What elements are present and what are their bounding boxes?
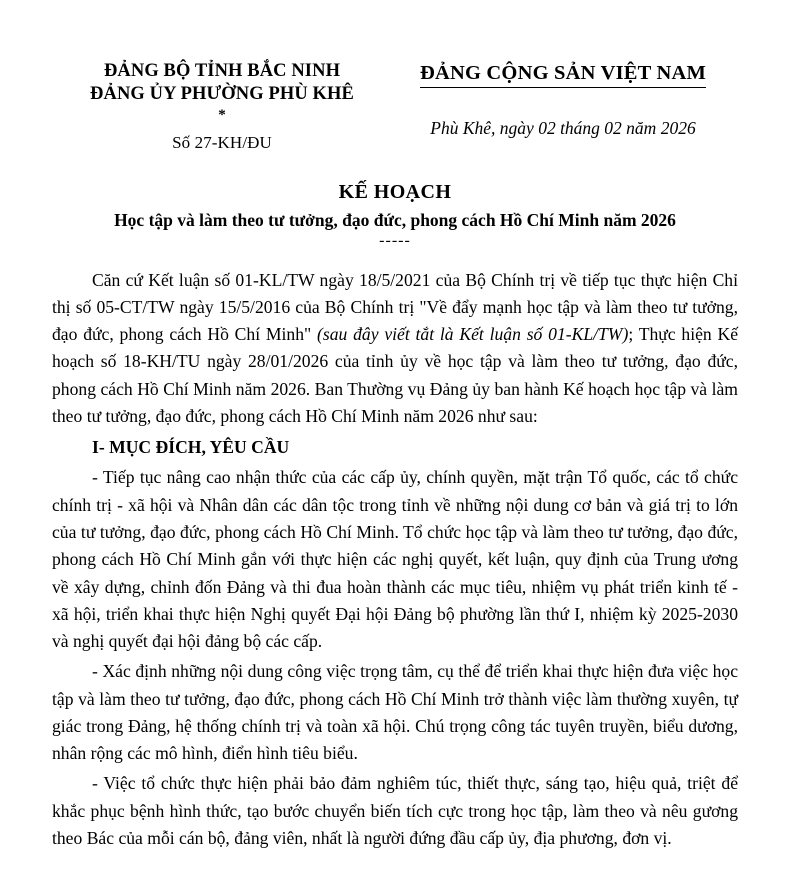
document-header (52, 60, 738, 153)
section-heading-1: I- MỤC ĐÍCH, YÊU CẦU (92, 437, 290, 458)
intro-text-italic: (sau đây viết tắt là Kết luận số 01-KL/TW) (317, 324, 629, 345)
section1-bullet-3: - Việc tổ chức thực hiện phải bảo đảm nghiêm túc, thiết thực, sáng tạo, hiệu quả, triệt để khắc phục bệnh hình thức, tạo bước chuyển biến tích cực trong học tập, làm theo và nêu gương theo Bác của mỗi cán bộ, đảng viên, nhất là người đứng đầu cấp ủy, địa phương, đơn vị. (52, 773, 738, 848)
section1-bullet-2: - Xác định những nội dung công việc trọng tâm, cụ thể để triển khai thực hiện đưa việc học tập và làm theo tư tưởng, đạo đức, phong cách Hồ Chí Minh trở thành việc làm thường xuyên, tự giác trong Đảng, hệ thống chính trị và toàn xã hội. Chú trọng công tác tuyên truyền, biểu dương, nhân rộng các mô hình, điển hình tiêu biểu. (52, 661, 738, 764)
title-block (52, 181, 738, 249)
intro-paragraph (52, 267, 738, 431)
party-name: ĐẢNG CỘNG SẢN VIỆT NAM (420, 62, 706, 88)
intro-text-part2: ; Thực hiện Kế hoạch số 18-KH/TU ngày 28/01/2026 của tỉnh ủy về học tập và làm theo tư tưởng, đạo đức, phong cách Hồ Chí Minh năm 2026. Ban Thường vụ Đảng ủy ban hành Kế hoạch học tập và làm theo tư tưởng, đạo đức, phong cách Hồ Chí Minh năm 2026 như sau: (52, 324, 739, 426)
issuing-authority-block (52, 60, 382, 153)
document-subtitle: Học tập và làm theo tư tưởng, đạo đức, phong cách Hồ Chí Minh năm 2026 (114, 209, 676, 230)
document-body (52, 267, 738, 853)
national-heading-block (388, 60, 738, 139)
place-and-date: Phù Khê, ngày 02 tháng 02 năm 2026 (430, 118, 696, 138)
document-title: KẾ HOẠCH (338, 180, 452, 203)
section1-bullet-1: - Tiếp tục nâng cao nhận thức của các cấp ủy, chính quyền, mặt trận Tổ quốc, các tổ chức chính trị - xã hội và Nhân dân các dân tộc trong tỉnh về những nội dung cơ bản và giá trị to lớn của tư tưởng, đạo đức, phong cách Hồ Chí Minh. Tổ chức học tập và làm theo tư tưởng, đạo đức, phong cách Hồ Chí Minh gắn với thực hiện các nghị quyết, kết luận, quy định của Trung ương về xây dựng, chỉnh đốn Đảng và thi đua hoàn thành các mục tiêu, nhiệm vụ phát triển kinh tế - xã hội, triển khai thực hiện Nghị quyết Đại hội Đảng bộ phường lần thứ I, nhiệm kỳ 2025-2030 và nghị quyết đại hội đảng bộ các cấp. (52, 467, 738, 652)
intro-text-part1: Căn cứ Kết luận số 01-KL/TW ngày 18/5/2021 của Bộ Chính trị về tiếp tục thực hiện Chỉ thị số 05-CT/TW ngày 15/5/2016 của Bộ Chính trị "Về đẩy mạnh học tập và làm theo tư tưởng, đạo đức, phong cách Hồ Chí Minh" (52, 269, 738, 345)
document-number: Số 27-KH/ĐU (172, 132, 272, 152)
header-separator-star: * (218, 107, 226, 124)
province-party-name: ĐẢNG BỘ TỈNH BẮC NINH (103, 61, 341, 81)
title-divider: ----- (379, 231, 411, 249)
ward-party-committee-name: ĐẢNG ỦY PHƯỜNG PHÙ KHÊ (90, 83, 354, 104)
